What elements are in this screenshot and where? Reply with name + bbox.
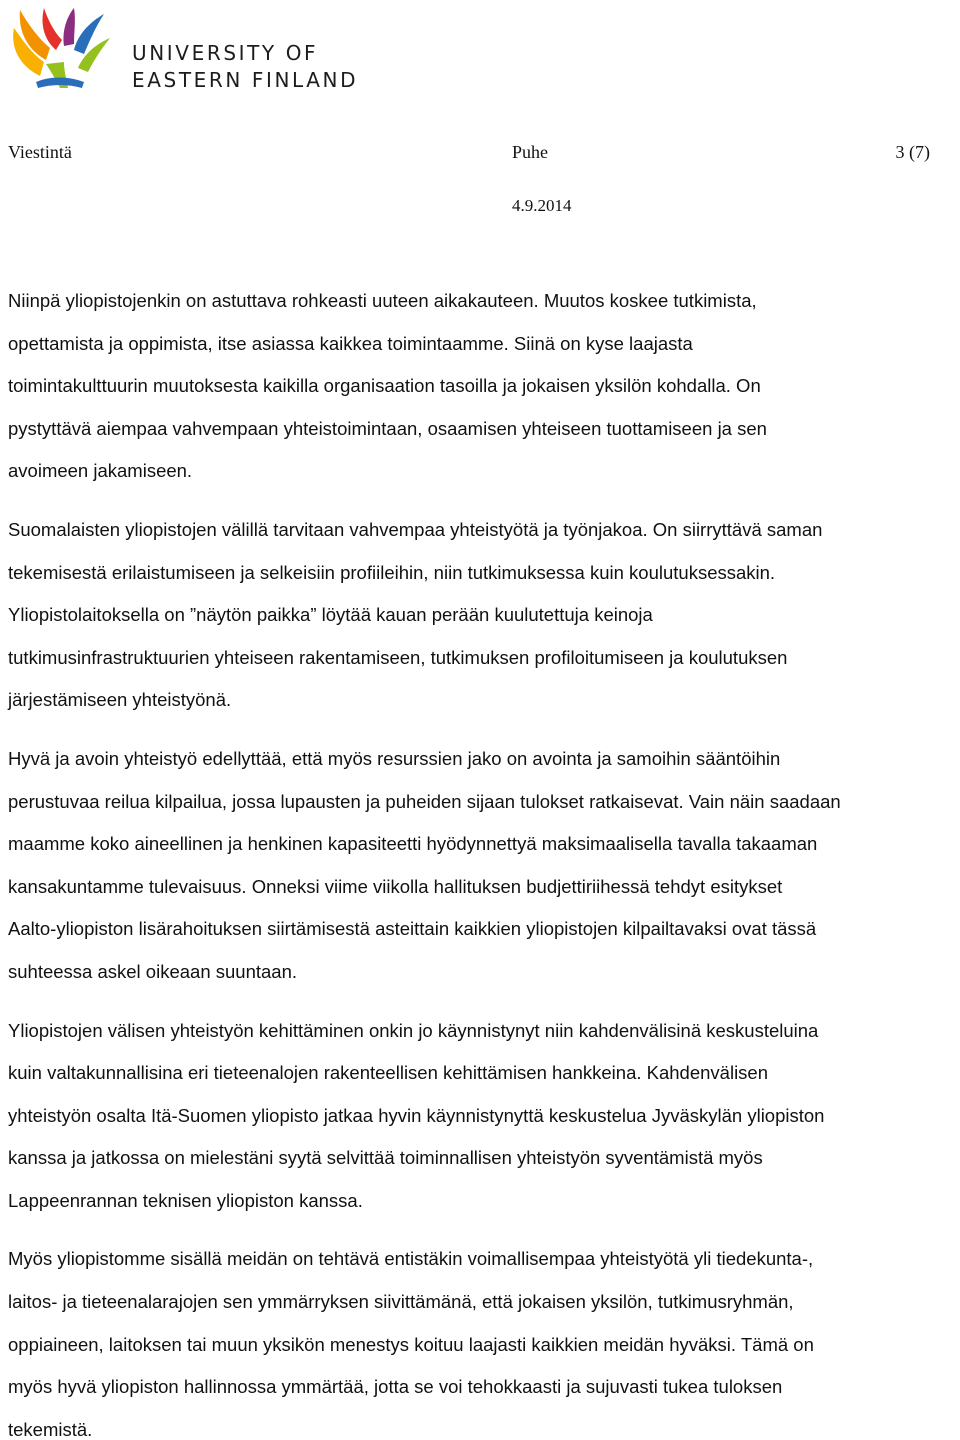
- text-line: Suomalaisten yliopistojen välillä tarvitaan vahvempaa yhteistyötä ja työnjakoa. On siirryttävä saman: [8, 518, 823, 540]
- text-line: Niinpä yliopistojenkin on astuttava rohkeasti uuteen aikakauteen. Muutos koskee tutkimista,: [8, 290, 757, 311]
- university-logo: [6, 4, 366, 90]
- text-line: avoimeen jakamiseen.: [8, 460, 193, 482]
- header-page-number: 3 (7): [895, 142, 930, 162]
- text-line: kansakuntamme tulevaisuus. Onneksi viime viikolla hallituksen budjettiriihessä tehdyt esitykset: [8, 875, 783, 897]
- text-line: Lappeenrannan teknisen yliopiston kanssa.: [8, 1189, 363, 1211]
- document-header: [8, 142, 930, 222]
- text-line: Aalto-yliopiston lisärahoituksen siirtämisestä asteittain kaikkien yliopistojen kilpailtavaksi ovat tässä: [8, 918, 817, 940]
- text-line: Hyvä ja avoin yhteistyö edellyttää, että myös resurssien jako on avointa ja samoihin sääntöihin: [8, 747, 781, 769]
- text-line: kuin valtakunnallisina eri tieteenalojen rakenteellisen kehittämisen hankkeina. Kahdenvälisen: [8, 1062, 769, 1084]
- text-line: maamme koko aineellinen ja henkinen kapasiteetti hyödynnettyä maksimaalisella tavalla takaaman: [8, 833, 818, 855]
- paragraph-1: [8, 280, 960, 493]
- text-line: tutkimusinfrastruktuurien yhteiseen rakentamiseen, tutkimuksen profiloitumiseen ja koulutuksen: [8, 646, 788, 668]
- paragraph-5: [8, 1238, 960, 1440]
- text-line: järjestämiseen yhteistyönä.: [8, 689, 232, 711]
- logo-line-1: UNIVERSITY OF: [132, 41, 319, 65]
- text-line: oppiaineen, laitoksen tai muun yksikön menestys koituu laajasti kaikkien meidän hyväksi. Tämä on: [8, 1333, 814, 1355]
- text-line: toimintakulttuurin muutoksesta kaikilla organisaation tasoilla ja jokaisen yksilön kohdalla. On: [8, 375, 761, 397]
- text-line: kanssa ja jatkossa on mielestäni syytä selvittää toiminnallisen yhteistyön syventämistä myös: [8, 1147, 763, 1169]
- paragraph-4: [8, 1010, 960, 1223]
- text-line: opettamista ja oppimista, itse asiassa kaikkea toimintaamme. Siinä on kyse laajasta: [8, 332, 693, 354]
- logo-wordmark: [132, 40, 358, 94]
- text-line: perustuvaa reilua kilpailua, jossa lupausten ja puheiden sijaan tulokset ratkaisevat. Vain näin saadaan: [8, 790, 841, 812]
- text-line: Yliopistojen välisen yhteistyön kehittäminen onkin jo käynnistynyt niin kahdenvälisinä keskusteluina: [8, 1019, 819, 1041]
- text-line: yhteistyön osalta Itä-Suomen yliopisto jatkaa hyvin käynnistynyttä keskustelua Jyväskylän yliopiston: [8, 1104, 825, 1126]
- logo-emblem-icon: [6, 4, 116, 90]
- text-line: laitos- ja tieteenalarajojen sen ymmärryksen siivittämänä, että jokaisen yksilön, tutkimusryhmän,: [8, 1291, 794, 1313]
- logo-line-2: EASTERN FINLAND: [132, 68, 359, 92]
- paragraph-2: [8, 509, 960, 722]
- header-date: 4.9.2014: [512, 196, 572, 215]
- document-body: [8, 280, 960, 1440]
- text-line: tekemistä.: [8, 1418, 93, 1440]
- text-line: pystyttävä aiempaa vahvempaan yhteistoimintaan, osaamisen yhteiseen tuottamiseen ja sen: [8, 417, 767, 439]
- text-line: tekemisestä erilaistumiseen ja selkeisiin profiileihin, niin tutkimuksessa kuin koulutuksessakin.: [8, 561, 776, 583]
- header-document-type: Puhe: [512, 142, 548, 162]
- header-department: Viestintä: [8, 142, 72, 162]
- text-line: Myös yliopistomme sisällä meidän on tehtävä entistäkin voimallisempaa yhteistyötä yli tiedekunta-,: [8, 1248, 814, 1270]
- text-line: myös hyvä yliopiston hallinnossa ymmärtää, jotta se voi tehokkaasti ja sujuvasti tukea tuloksen: [8, 1376, 783, 1398]
- text-line: suhteessa askel oikeaan suuntaan.: [8, 960, 298, 982]
- text-line: Yliopistolaitoksella on ”näytön paikka” löytää kauan perään kuulutettuja keinoja: [8, 604, 653, 626]
- paragraph-3: [8, 738, 960, 994]
